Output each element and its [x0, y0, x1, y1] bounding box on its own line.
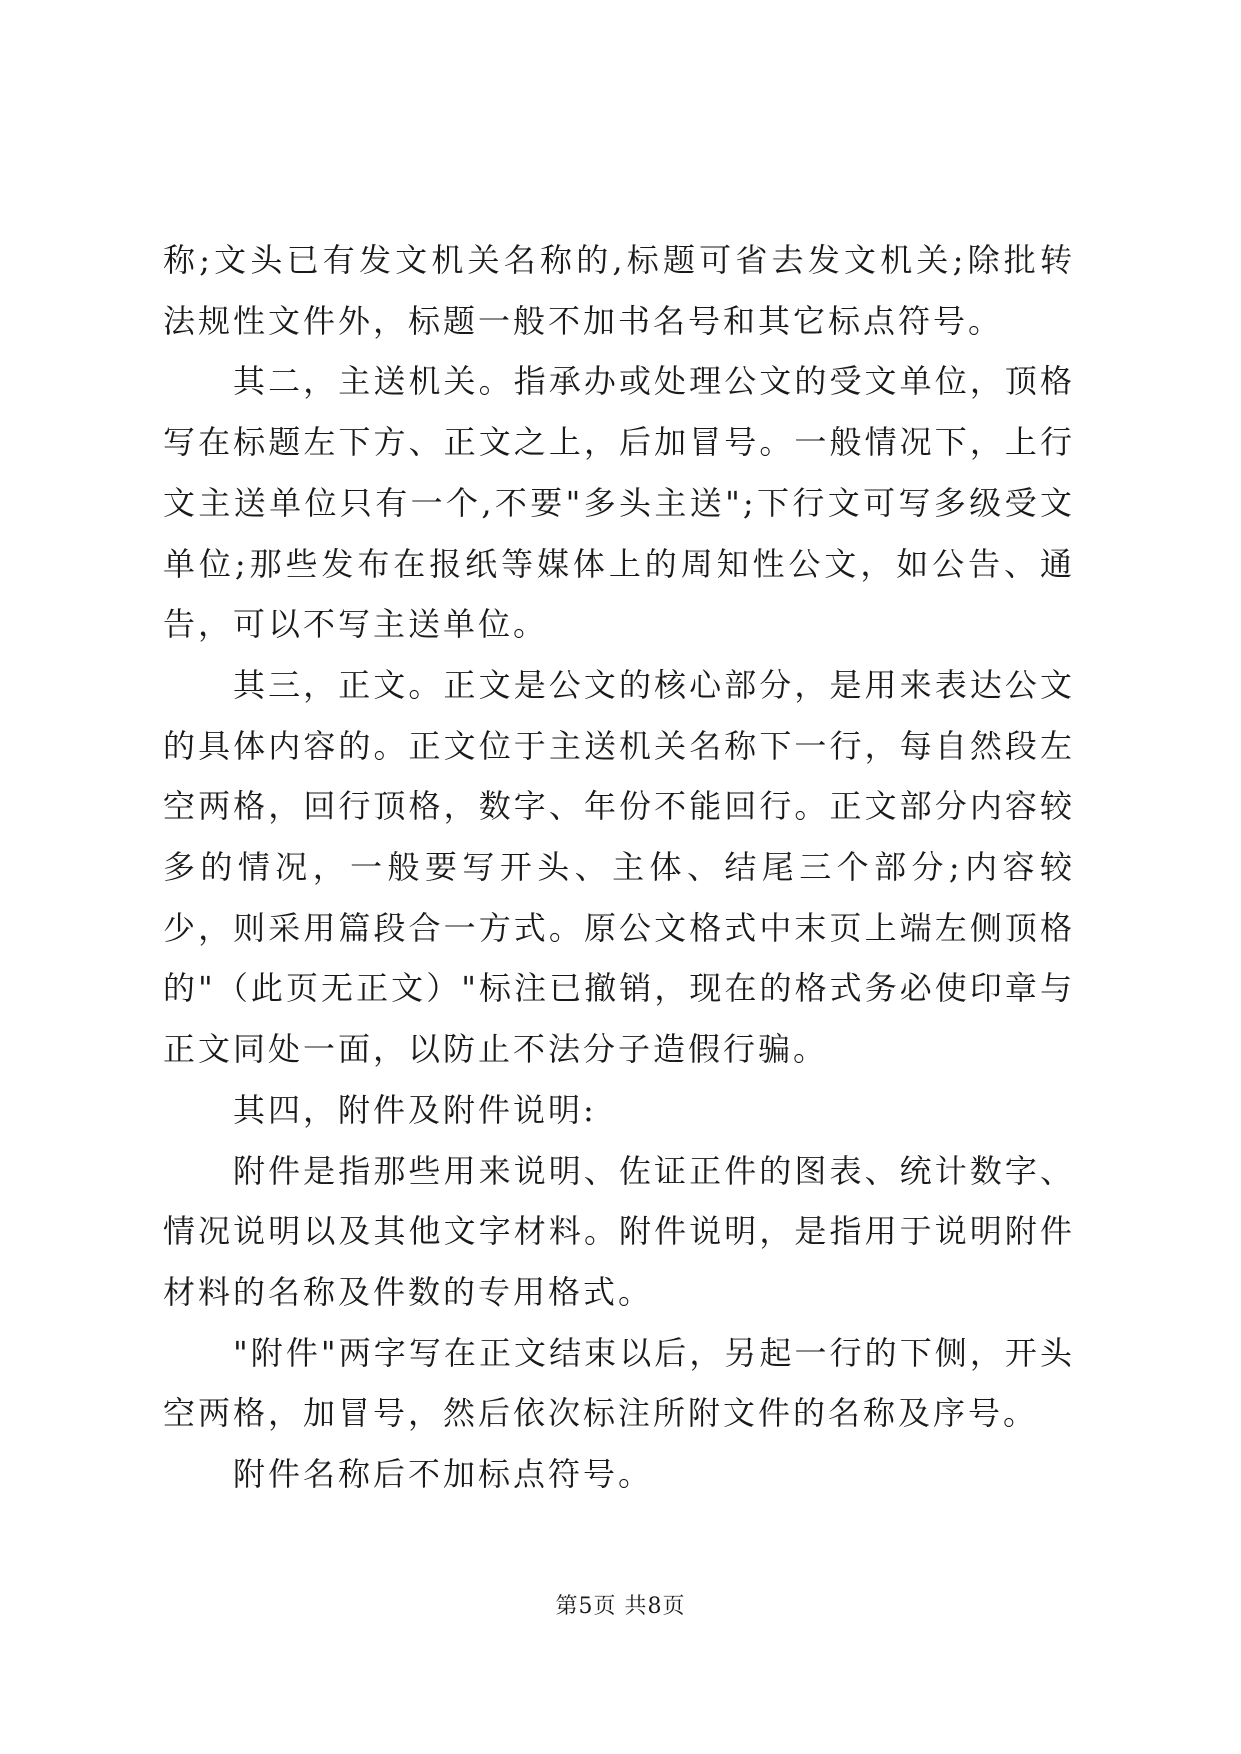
paragraph-main-recipient: 其二，主送机关。指承办或处理公文的受文单位，顶格写在标题左下方、正文之上，后加冒号。一般情况下，上行文主送单位只有一个,不要"多头主送";下行文可写多级受文单位;那些发布在报纸等媒体上的周知性公文，如公告、通告，可以不写主送单位。 [163, 362, 1075, 644]
paragraph-body-text: 其三，正文。正文是公文的核心部分，是用来表达公文的具体内容的。正文位于主送机关名称下一行，每自然段左空两格，回行顶格，数字、年份不能回行。正文部分内容较多的情况，一般要写开头、主体、结尾三个部分;内容较少，则采用篇段合一方式。原公文格式中末页上端左侧顶格的"（此页无正文）"标注已撤销，现在的格式务必使印章与正文同处一面，以防止不法分子造假行骗。 [163, 665, 1075, 1069]
paragraph-attachment-heading: 其四，附件及附件说明: [233, 1090, 597, 1129]
page-number: 第5页 共8页 [555, 1594, 686, 1619]
paragraph-attachment-definition: 附件是指那些用来说明、佐证正件的图表、统计数字、情况说明以及其他文字材料。附件说明，是指用于说明附件材料的名称及件数的专用格式。 [163, 1151, 1075, 1311]
paragraph-attachment-placement: "附件"两字写在正文结束以后，另起一行的下侧，开头空两格，加冒号，然后依次标注所附文件的名称及序号。 [163, 1333, 1075, 1433]
paragraph-title-rules: 称;文头已有发文机关名称的,标题可省去发文机关;除批转法规性文件外，标题一般不加书名号和其它标点符号。 [163, 241, 1075, 340]
paragraph-attachment-punctuation: 附件名称后不加标点符号。 [233, 1455, 654, 1494]
document-body [163, 230, 1075, 1505]
